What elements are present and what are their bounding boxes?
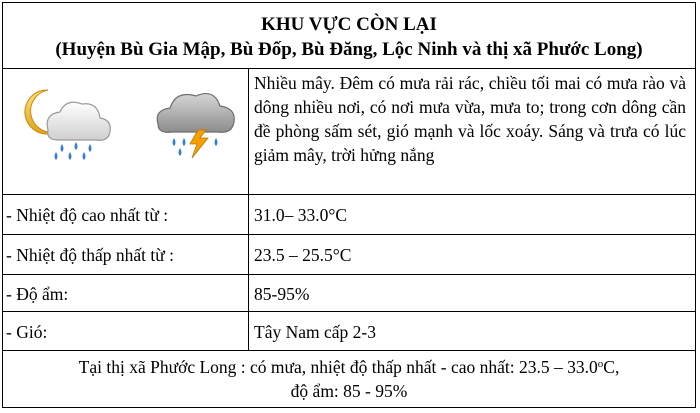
forecast-description: Nhiều mây. Đêm có mưa rải rác, chiều tối mai có mưa rào và dông nhiều nơi, có nơi mưa vừa, mưa to; trong cơn dông cần đề phòng sấm sét, gió mạnh và lốc xoáy. Sáng và trưa có lúc giảm mây, trời hửng nắng bbox=[254, 73, 686, 165]
wind-value: Tây Nam cấp 2-3 bbox=[254, 322, 376, 342]
divider bbox=[2, 234, 696, 235]
degree-mark: o bbox=[597, 358, 604, 370]
phuoc-long-humidity: độ ẩm: 85 - 95% bbox=[290, 381, 408, 401]
divider bbox=[2, 194, 696, 195]
wind-label: - Gió: bbox=[6, 322, 48, 342]
humidity-value: 85-95% bbox=[254, 284, 310, 304]
divider bbox=[2, 350, 696, 351]
divider bbox=[2, 68, 696, 69]
night-rain-icon bbox=[18, 82, 118, 162]
phuoc-long-note bbox=[2, 357, 696, 378]
max-temp-label: - Nhiệt độ cao nhất từ : bbox=[6, 205, 169, 225]
region-title: KHU VỰC CÒN LẠI bbox=[261, 14, 437, 35]
thunderstorm-icon bbox=[150, 84, 240, 164]
humidity-label: - Độ ẩm: bbox=[6, 284, 69, 304]
divider bbox=[2, 311, 696, 312]
note-unit: C, bbox=[603, 357, 620, 377]
column-divider bbox=[248, 68, 249, 351]
max-temp-value: 31.0– 33.0°C bbox=[254, 205, 348, 225]
min-temp-label: - Nhiệt độ thấp nhất từ : bbox=[6, 245, 174, 265]
min-temp-value: 23.5 – 25.5°C bbox=[254, 245, 352, 265]
note-text: Tại thị xã Phước Long : có mưa, nhiệt độ thấp nhất - cao nhất: 23.5 – 33.0 bbox=[78, 357, 598, 377]
region-subtitle: (Huyện Bù Gia Mập, Bù Đốp, Bù Đăng, Lộc Ninh và thị xã Phước Long) bbox=[55, 39, 643, 60]
divider bbox=[2, 274, 696, 275]
